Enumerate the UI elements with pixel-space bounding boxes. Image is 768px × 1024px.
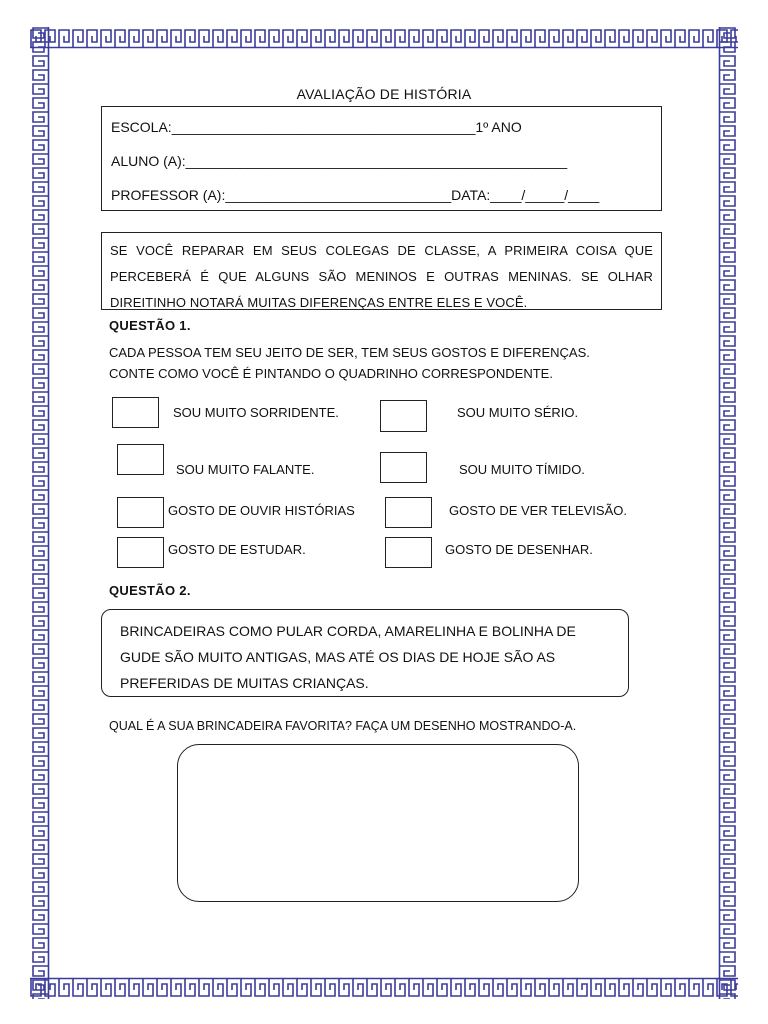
question-1-line-2: CONTE COMO VOCÊ É PINTANDO O QUADRINHO CORRESPONDENTE. — [109, 366, 553, 381]
question-2-prompt: QUAL É A SUA BRINCADEIRA FAVORITA? FAÇA UM DESENHO MOSTRANDO-A. — [109, 719, 577, 733]
checkbox-shy[interactable] — [380, 452, 427, 483]
checkbox-talkative[interactable] — [117, 444, 164, 475]
option-studying: GOSTO DE ESTUDAR. — [168, 542, 306, 557]
question-1-title: QUESTÃO 1. — [109, 318, 191, 333]
decorative-border-left — [30, 27, 50, 999]
question-2-text-box: BRINCADEIRAS COMO PULAR CORDA, AMARELINHA E BOLINHA DE GUDE SÃO MUITO ANTIGAS, MAS ATÉ OS DIAS DE HOJE SÃO AS PREFERIDAS DE MUITAS CRIANÇAS. — [101, 609, 629, 697]
option-talkative: SOU MUITO FALANTE. — [176, 462, 315, 477]
student-field[interactable]: ALUNO (A):_________________________________________________ — [111, 153, 568, 169]
checkbox-watching-tv[interactable] — [385, 497, 432, 528]
teacher-date-field[interactable]: PROFESSOR (A):_____________________________DATA:____/_____/____ — [111, 187, 600, 203]
question-2-title: QUESTÃO 2. — [109, 583, 191, 598]
option-drawing: GOSTO DE DESENHAR. — [445, 542, 593, 557]
decorative-border-top — [30, 27, 738, 49]
checkbox-listening-stories[interactable] — [117, 497, 164, 528]
school-field[interactable]: ESCOLA:_______________________________________1º ANO — [111, 119, 522, 135]
checkbox-serious[interactable] — [380, 400, 427, 432]
page-title: AVALIAÇÃO DE HISTÓRIA — [296, 86, 472, 102]
decorative-border-right — [718, 27, 738, 999]
checkbox-drawing[interactable] — [385, 537, 432, 568]
option-smiling: SOU MUITO SORRIDENTE. — [173, 405, 339, 420]
question-1-line-1: CADA PESSOA TEM SEU JEITO DE SER, TEM SEUS GOSTOS E DIFERENÇAS. — [109, 345, 590, 360]
decorative-border-bottom — [30, 977, 738, 999]
option-shy: SOU MUITO TÍMIDO. — [459, 462, 585, 477]
checkbox-smiling[interactable] — [112, 397, 159, 428]
header-info-box — [101, 106, 662, 211]
intro-text-box: SE VOCÊ REPARAR EM SEUS COLEGAS DE CLASSE, A PRIMEIRA COISA QUE PERCEBERÁ É QUE ALGUNS SÃO MENINOS E OUTRAS MENINAS. SE OLHAR DIREITINHO NOTARÁ MUITAS DIFERENÇAS ENTRE ELES E VOCÊ. — [101, 232, 662, 310]
option-listening-stories: GOSTO DE OUVIR HISTÓRIAS — [168, 503, 355, 518]
option-serious: SOU MUITO SÉRIO. — [457, 405, 579, 420]
option-watching-tv: GOSTO DE VER TELEVISÃO. — [449, 503, 627, 518]
drawing-area[interactable] — [177, 744, 579, 902]
checkbox-studying[interactable] — [117, 537, 164, 568]
